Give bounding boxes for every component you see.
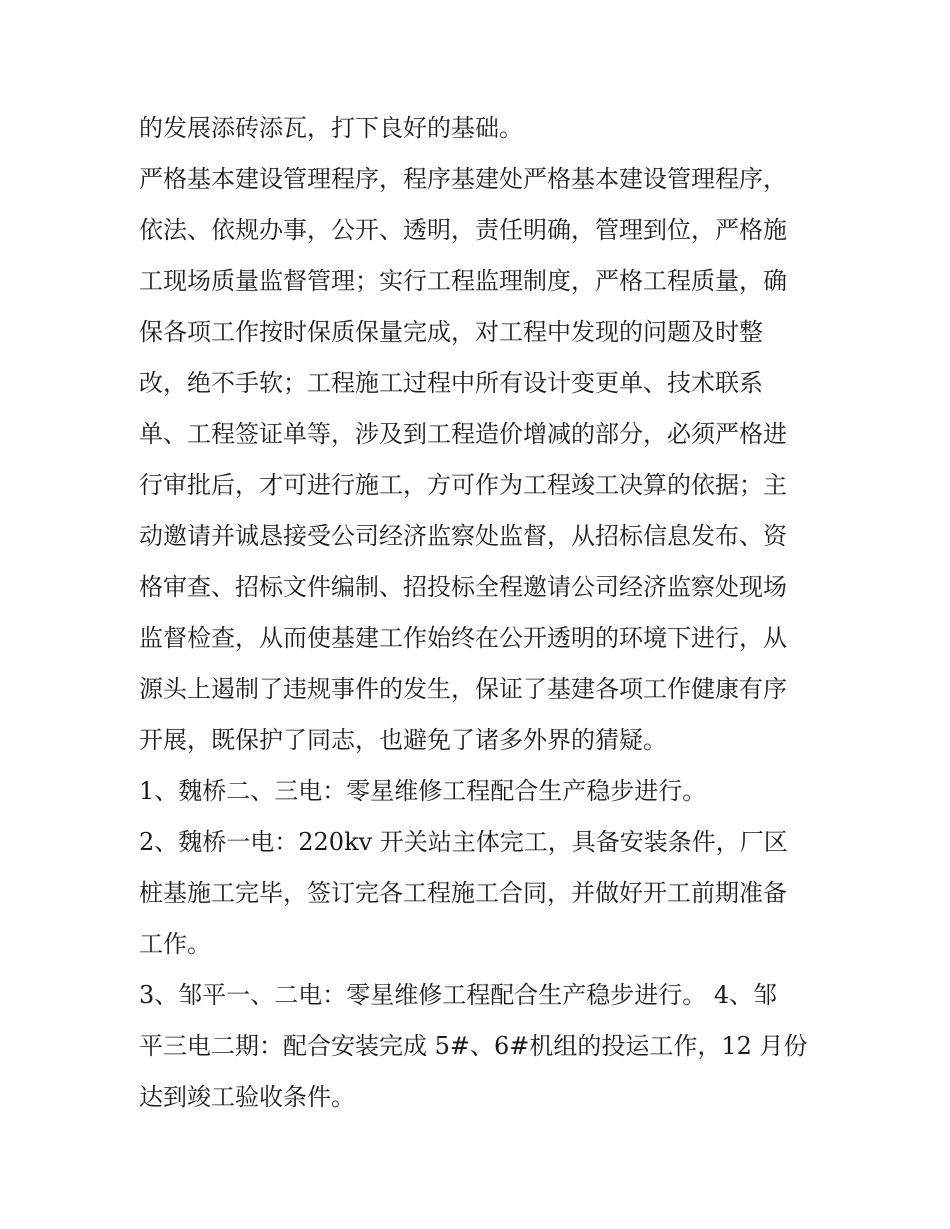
- text-line: 动邀请并诚恳接受公司经济监察处监督，从招标信息发布、资: [139, 522, 787, 550]
- text-line: 平三电二期：配合安装完成 5#、6#机组的投运工作，12 月份: [139, 1032, 808, 1060]
- text-line: 改，绝不手软；工程施工过程中所有设计变更单、技术联系: [139, 369, 763, 397]
- list-item: 2、魏桥一电：220kv 开关站主体完工，具备安装条件，厂区: [139, 828, 788, 856]
- list-item: 3、邹平一、二电：零星维修工程配合生产稳步进行。 4、邹: [139, 981, 778, 1009]
- text-line: 开展，既保护了同志，也避免了诸多外界的猜疑。: [139, 726, 667, 754]
- text-line: 严格基本建设管理程序，程序基建处严格基本建设管理程序，: [139, 165, 787, 193]
- text-line: 单、工程签证单等，涉及到工程造价增减的部分，必须严格进: [139, 420, 787, 448]
- text-line: 源头上遏制了违规事件的发生，保证了基建各项工作健康有序: [139, 675, 787, 703]
- text-line: 达到竣工验收条件。: [139, 1083, 355, 1111]
- text-line: 保各项工作按时保质保量完成，对工程中发现的问题及时整: [139, 318, 763, 346]
- text-line: 工作。: [139, 930, 211, 958]
- text-line: 监督检查，从而使基建工作始终在公开透明的环境下进行，从: [139, 624, 787, 652]
- text-line: 行审批后，才可进行施工，方可作为工程竣工决算的依据；主: [139, 471, 787, 499]
- text-line: 的发展添砖添瓦，打下良好的基础。: [139, 114, 523, 142]
- list-item: 1、魏桥二、三电：零星维修工程配合生产稳步进行。: [139, 777, 707, 805]
- text-line: 工现场质量监督管理；实行工程监理制度，严格工程质量，确: [139, 267, 787, 295]
- text-line: 依法、依规办事，公开、透明，责任明确，管理到位，严格施: [139, 216, 787, 244]
- text-line: 格审查、招标文件编制、招投标全程邀请公司经济监察处现场: [139, 573, 787, 601]
- text-line: 桩基施工完毕，签订完各工程施工合同，并做好开工前期准备: [139, 879, 787, 907]
